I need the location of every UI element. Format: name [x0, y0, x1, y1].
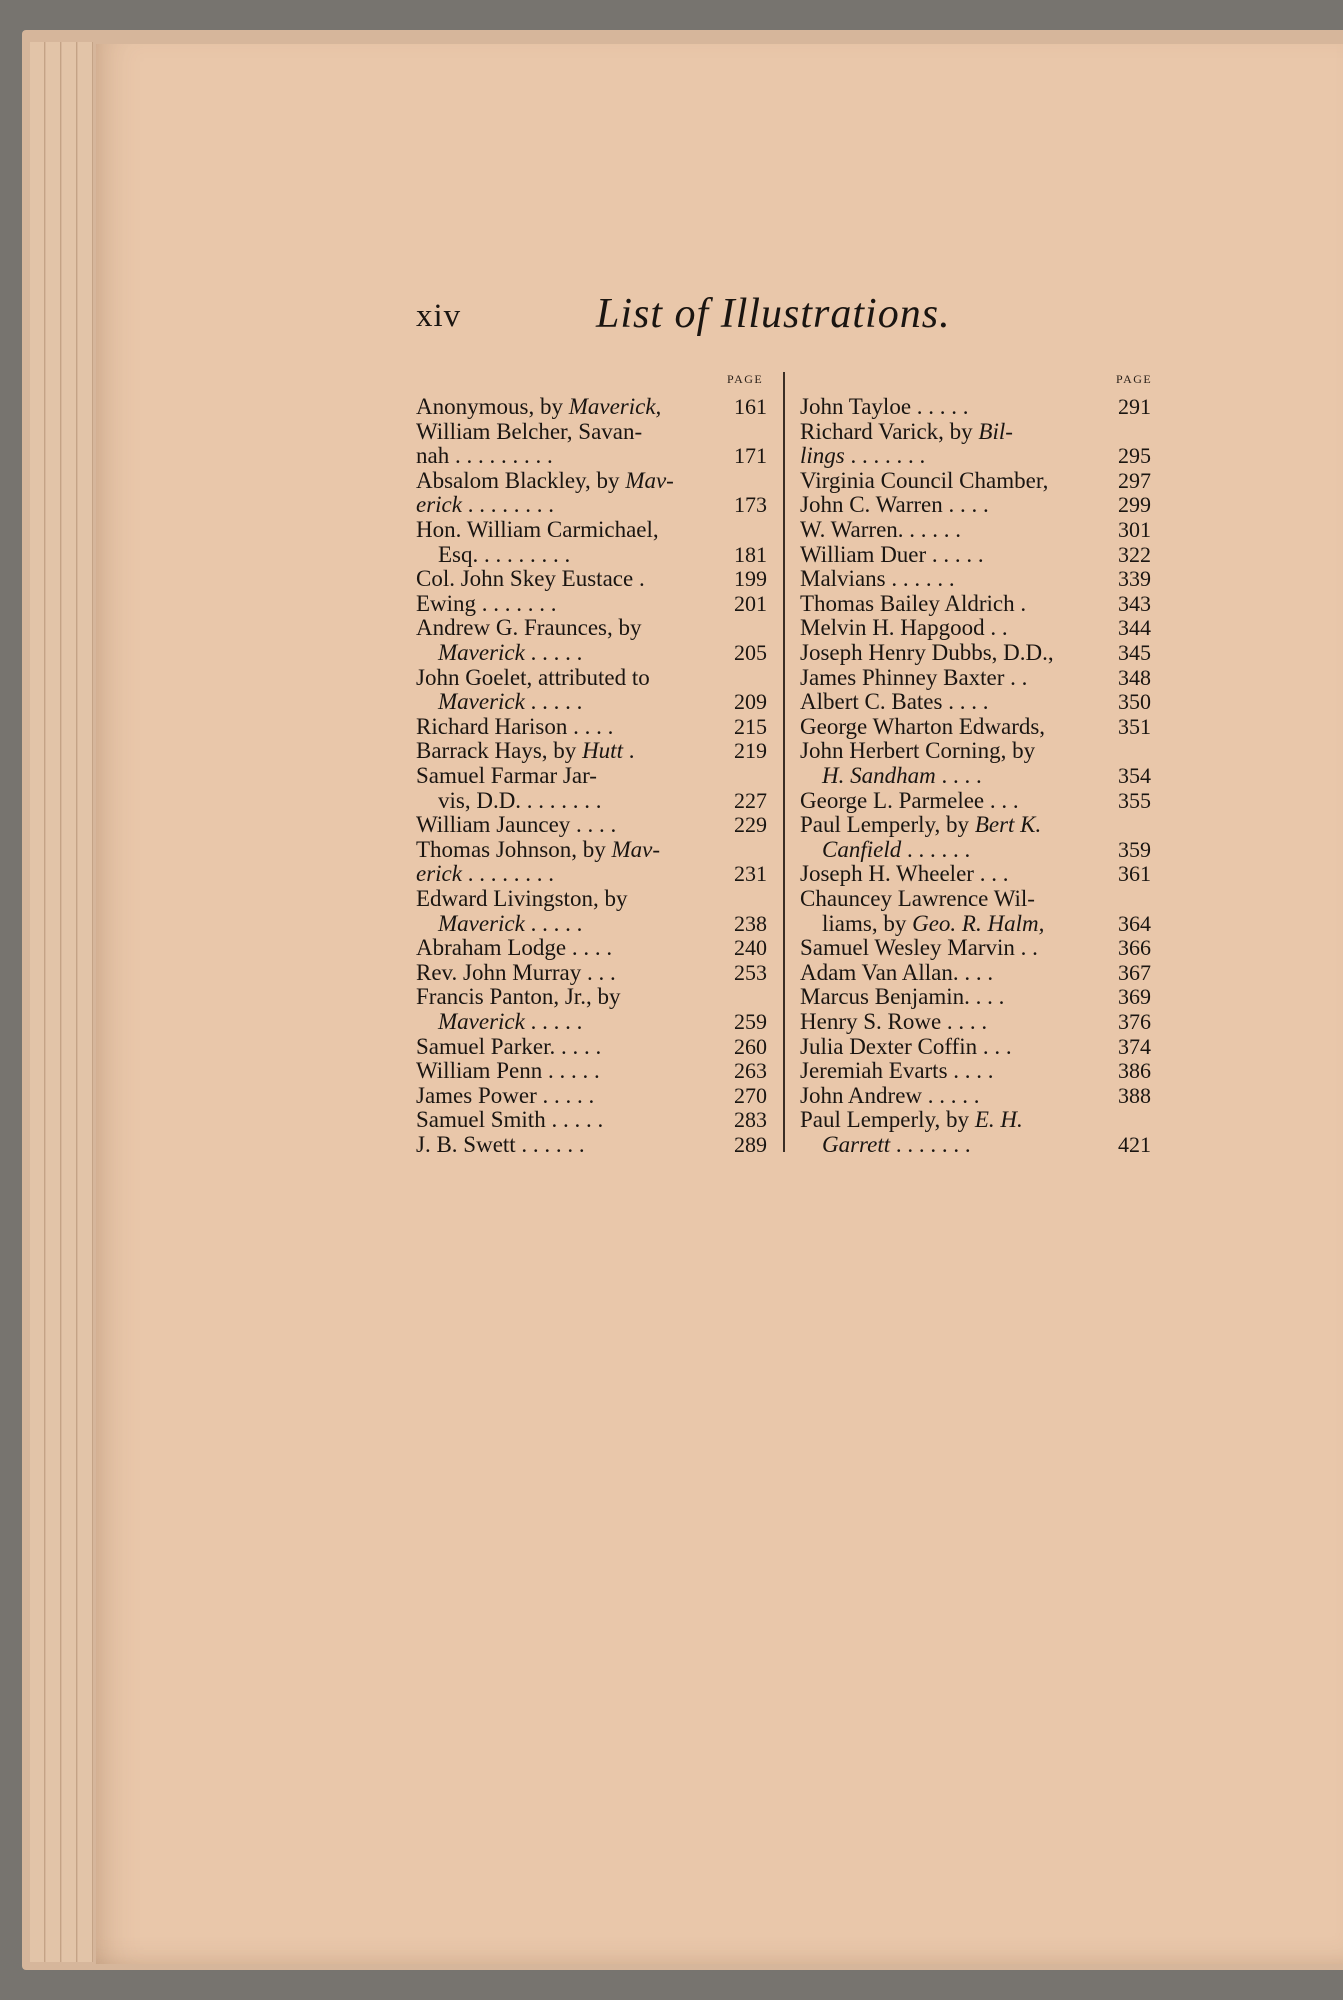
entry-text: John Goelet, attributed to	[416, 664, 650, 690]
page-number: 240	[734, 935, 767, 961]
entry-artist: H. Sandham	[822, 763, 936, 788]
entry-artist: Garrett	[822, 1132, 891, 1157]
entry-text: William Duer . . . . .	[800, 541, 984, 567]
page-number: 181	[734, 541, 767, 567]
entry-text: Barrack Hays, by	[416, 738, 583, 764]
entry-text: Ewing . . . . . . .	[416, 590, 557, 616]
entry-text: Paul Lemperly, by	[800, 812, 975, 838]
list-item	[416, 566, 645, 591]
list-item	[800, 689, 988, 714]
list-item	[416, 911, 582, 936]
page-edge	[46, 42, 61, 1962]
entry-text: Melvin H. Hapgood . .	[800, 615, 1008, 641]
list-item	[416, 763, 597, 788]
page-number: 361	[1118, 861, 1151, 887]
list-item	[416, 960, 616, 985]
entry-artist: Maverick	[438, 1009, 525, 1034]
entry-text: Anonymous, by	[416, 394, 569, 419]
entry-leader: . . . . .	[524, 640, 583, 665]
page-number: 350	[1118, 689, 1151, 715]
page-number: 283	[734, 1107, 767, 1133]
list-item	[416, 665, 650, 690]
list-item	[800, 1034, 1012, 1059]
entry-text: Joseph H. Wheeler . . .	[800, 861, 1009, 887]
list-item	[416, 517, 659, 542]
page-number: 374	[1118, 1033, 1151, 1059]
entry-text: John Andrew . . . . .	[800, 1082, 980, 1108]
entry-artist: Mav-	[625, 467, 674, 493]
list-item	[800, 984, 1004, 1009]
page-number: 367	[1118, 959, 1151, 985]
entry-text: Paul Lemperly, by	[800, 1107, 975, 1133]
page-number: 376	[1118, 1009, 1151, 1034]
entry-leader: . . . . . . . .	[461, 861, 554, 887]
list-item	[416, 1107, 603, 1132]
list-item	[416, 443, 553, 468]
entry-leader: . . . . .	[524, 1009, 583, 1034]
column-divider	[783, 372, 785, 1152]
list-item	[416, 394, 661, 419]
page-number: 270	[734, 1082, 767, 1108]
entry-text: James Power . . . . .	[416, 1082, 595, 1108]
page-number: 348	[1118, 664, 1151, 690]
list-item	[800, 812, 1041, 837]
entry-text: Virginia Council Chamber,	[800, 467, 1049, 493]
list-item	[800, 665, 1027, 690]
entry-leader: .	[622, 738, 635, 764]
page-edge	[30, 42, 45, 1962]
entry-text: liams, by	[822, 910, 913, 936]
entry-artist: lings	[800, 443, 845, 469]
list-item	[800, 837, 970, 862]
entry-text: Col. John Skey Eustace .	[416, 566, 645, 592]
list-item	[416, 714, 613, 739]
page-edge	[62, 42, 77, 1962]
entry-artist: Bil-	[978, 418, 1013, 444]
entry-text: Abraham Lodge . . . .	[416, 935, 613, 961]
entry-artist: Geo. R. Halm,	[912, 910, 1045, 936]
entry-text: nah . . . . . . . . .	[416, 443, 553, 469]
list-item	[416, 812, 616, 837]
entry-text: Francis Panton, Jr., by	[416, 984, 621, 1010]
entry-text: Malvians . . . . . .	[800, 566, 955, 592]
list-item	[416, 689, 582, 714]
list-item	[800, 615, 1008, 640]
list-item	[416, 591, 557, 616]
page-number: 295	[1118, 443, 1151, 469]
list-item	[416, 984, 620, 1009]
page-number: 297	[1118, 467, 1151, 493]
entry-text: W. Warren. . . . . .	[800, 517, 962, 542]
entry-leader: . . . . . . . .	[461, 492, 554, 518]
page-number: 205	[734, 640, 767, 665]
entry-artist: Maverick	[438, 910, 525, 936]
entry-artist: Maverick,	[568, 394, 662, 419]
page-number: 227	[734, 787, 767, 813]
page-column-heading: PAGE	[1116, 372, 1153, 386]
list-item	[800, 591, 1026, 616]
entry-text: Rev. John Murray . . .	[416, 959, 616, 985]
entry-artist: Maverick	[438, 640, 525, 665]
list-item	[416, 1009, 582, 1034]
entry-text: Thomas Bailey Aldrich .	[800, 590, 1027, 616]
entry-artist: Mav-	[611, 836, 661, 862]
entry-text: Marcus Benjamin. . . .	[800, 984, 1005, 1010]
entry-artist: erick	[416, 861, 462, 887]
list-item	[416, 542, 570, 567]
entry-artist: Bert K.	[974, 812, 1042, 838]
page-number: 259	[734, 1009, 767, 1034]
entry-text: William Jauncey . . . .	[416, 812, 617, 838]
list-item	[416, 886, 627, 911]
page-number: 386	[1118, 1058, 1151, 1084]
entry-text: John Herbert Corning, by	[800, 738, 1036, 764]
list-item	[800, 542, 984, 567]
entry-text: Samuel Smith . . . . .	[416, 1107, 604, 1133]
page-number: 421	[1118, 1132, 1151, 1157]
entry-text: Albert C. Bates . . . .	[800, 689, 989, 715]
entry-text: Jeremiah Evarts . . . .	[800, 1058, 994, 1084]
page-number: 238	[734, 910, 767, 936]
entry-text: James Phinney Baxter . .	[800, 664, 1028, 690]
page-number: 345	[1118, 640, 1151, 665]
list-item	[416, 861, 554, 886]
list-item	[416, 468, 674, 493]
list-item	[800, 517, 961, 542]
entry-artist: Canfield	[822, 836, 902, 862]
list-item	[416, 1083, 594, 1108]
entry-text: William Penn . . . . .	[416, 1058, 600, 1084]
list-item	[800, 763, 982, 788]
page-header	[416, 290, 1156, 350]
page-number: 201	[734, 590, 767, 616]
page-number: 359	[1118, 836, 1151, 862]
entry-artist: Hutt	[582, 738, 623, 764]
list-item	[800, 443, 925, 468]
page-number: 343	[1118, 590, 1151, 616]
page-number: 366	[1118, 935, 1151, 961]
page-number: 354	[1118, 763, 1151, 788]
list-item	[800, 886, 1035, 911]
page-number: 299	[1118, 492, 1151, 518]
page-number: 219	[734, 738, 767, 764]
entry-text: George Wharton Edwards,	[800, 713, 1046, 739]
list-item	[800, 1107, 1023, 1132]
entry-leader: . . . . .	[524, 910, 583, 936]
entry-leader: . . . . .	[524, 689, 583, 715]
page-number: 301	[1118, 517, 1151, 542]
list-item	[416, 1034, 601, 1059]
list-item	[800, 738, 1035, 763]
list-item	[416, 837, 660, 862]
entry-artist: E. H.	[974, 1107, 1023, 1133]
page-number: 231	[734, 861, 767, 887]
page-column-heading: PAGE	[727, 372, 764, 386]
page-number: 364	[1118, 910, 1151, 936]
list-item	[416, 419, 642, 444]
entry-text: John C. Warren . . . .	[800, 492, 989, 518]
entry-leader: . . . .	[935, 763, 982, 788]
page-number: 291	[1118, 394, 1151, 419]
list-item	[416, 1058, 600, 1083]
list-item	[800, 394, 969, 419]
page-edge	[78, 42, 93, 1962]
entry-text: Richard Varick, by	[800, 418, 979, 444]
entry-text: Richard Harison . . . .	[416, 713, 614, 739]
entry-text: Hon. William Carmichael,	[416, 517, 659, 542]
entry-text: George L. Parmelee . . .	[800, 787, 1019, 813]
page-number: 199	[734, 566, 767, 592]
list-item	[416, 640, 582, 665]
list-item	[800, 788, 1019, 813]
entry-artist: erick	[416, 492, 462, 518]
page-number: 369	[1118, 984, 1151, 1010]
entry-text: Samuel Farmar Jar-	[416, 763, 597, 788]
list-item	[800, 1009, 987, 1034]
list-item	[800, 960, 993, 985]
page-title: List of Illustrations.	[596, 291, 951, 337]
list-item	[800, 468, 1048, 493]
entry-text: Edward Livingston, by	[416, 886, 628, 911]
page-number: 161	[734, 394, 767, 419]
entry-text: Joseph Henry Dubbs, D.D.,	[800, 640, 1054, 665]
page-number: 171	[734, 443, 767, 469]
folio-number: xiv	[416, 298, 462, 334]
page-number: 229	[734, 812, 767, 838]
list-item	[800, 935, 1038, 960]
entry-leader: . . . . . . .	[890, 1132, 971, 1157]
entry-text: J. B. Swett . . . . . .	[416, 1132, 585, 1157]
list-item	[800, 419, 1013, 444]
entry-text: Henry S. Rowe . . . .	[800, 1009, 988, 1034]
page-number: 289	[734, 1132, 767, 1157]
page-number: 355	[1118, 787, 1151, 813]
entry-leader: . . . . . .	[901, 836, 971, 862]
entry-text: Andrew G. Fraunces, by	[416, 615, 642, 641]
entry-text: Samuel Wesley Marvin . .	[800, 935, 1038, 961]
page-number: 260	[734, 1033, 767, 1059]
entry-text: Julia Dexter Coffin . . .	[800, 1033, 1012, 1059]
list-item	[416, 738, 634, 763]
page-number: 339	[1118, 566, 1151, 592]
entry-text: William Belcher, Savan-	[416, 418, 643, 444]
list-item	[416, 492, 554, 517]
page-number: 351	[1118, 713, 1151, 739]
list-item	[416, 788, 602, 813]
entry-text: Esq. . . . . . . . .	[438, 541, 571, 567]
entry-text: Adam Van Allan. . . .	[800, 959, 994, 985]
list-item	[416, 935, 612, 960]
list-item	[800, 1132, 971, 1157]
page-number: 322	[1118, 541, 1151, 567]
list-item	[800, 911, 1044, 936]
page-number: 253	[734, 959, 767, 985]
list-item	[800, 640, 1054, 665]
page-number: 173	[734, 492, 767, 518]
entry-artist: Maverick	[438, 689, 525, 715]
entry-text: Chauncey Lawrence Wil-	[800, 886, 1035, 911]
list-item	[800, 492, 989, 517]
list-item	[416, 615, 641, 640]
list-item	[800, 1083, 980, 1108]
list-item	[800, 1058, 994, 1083]
entry-text: Absalom Blackley, by	[416, 467, 626, 493]
page-number: 344	[1118, 615, 1151, 641]
list-item	[800, 861, 1008, 886]
entry-text: John Tayloe . . . . .	[800, 394, 969, 419]
list-item	[800, 566, 955, 591]
entry-text: vis, D.D. . . . . . . .	[438, 787, 602, 813]
page-number: 388	[1118, 1082, 1151, 1108]
page-number: 209	[734, 689, 767, 715]
entry-leader: . . . . . . .	[844, 443, 926, 469]
page-number: 215	[734, 713, 767, 739]
list-item	[416, 1132, 585, 1157]
entry-text: Samuel Parker. . . . .	[416, 1033, 602, 1059]
page-number: 263	[734, 1058, 767, 1084]
list-item	[800, 714, 1045, 739]
entry-text: Thomas Johnson, by	[416, 836, 612, 862]
